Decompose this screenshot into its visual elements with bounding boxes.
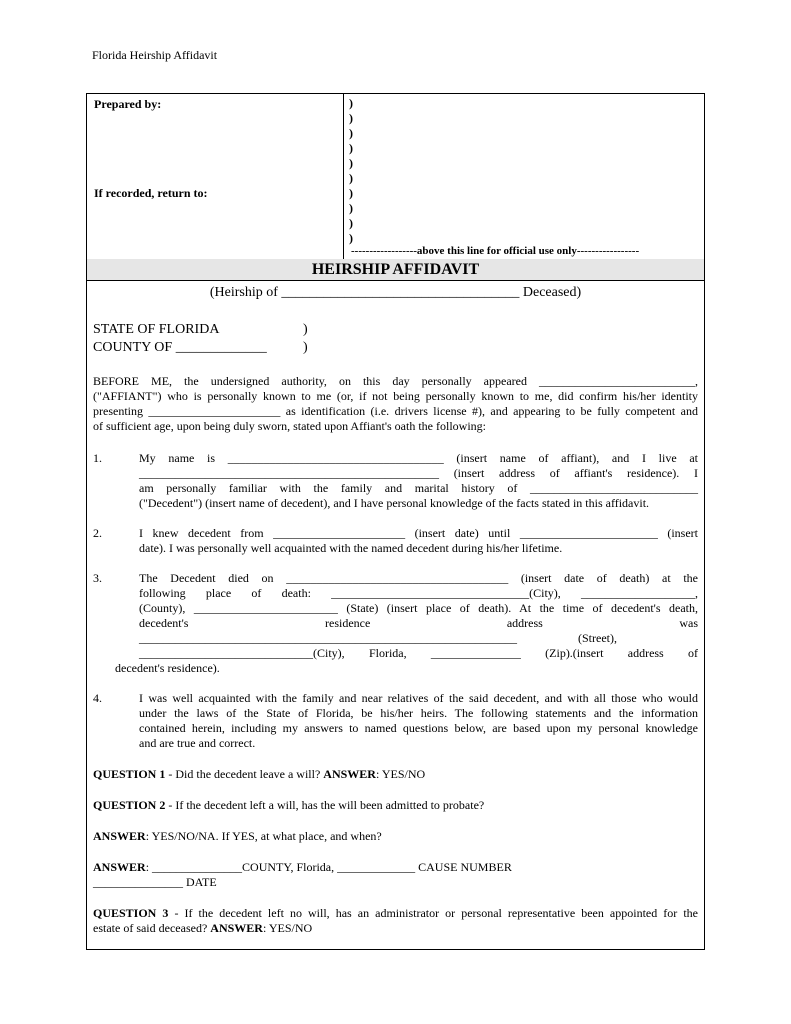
item-number: 4. (93, 691, 102, 705)
item-number: 1. (93, 451, 102, 465)
question-2 (93, 798, 484, 813)
question-label: QUESTION 3 (93, 906, 169, 920)
item-number: 2. (93, 526, 102, 540)
item-line: and are true and correct. (139, 736, 256, 750)
question-label: QUESTION 2 (93, 798, 166, 812)
item-line: _______________________________________________________________ (Street), (139, 631, 617, 645)
item-line: am personally familiar with the family and marital history of ____________________________ (139, 481, 698, 495)
answer-label: ANSWER (93, 860, 146, 874)
item-line: following place of death: _________________________________(City), ___________________, (139, 586, 698, 600)
question-text: - If the decedent left no will, has an administrator or personal representative been appointed for the (168, 906, 698, 920)
question-text: estate of said deceased? (93, 921, 211, 935)
county-label: COUNTY OF _____________ (93, 340, 267, 355)
recorded-return-label: If recorded, return to: (94, 186, 208, 200)
item-number: 3. (93, 571, 102, 585)
question-text: - If the decedent left a will, has the will been admitted to probate? (165, 798, 485, 812)
paren-mark: ) (349, 126, 353, 140)
item-line: decedent's residence address was (139, 616, 698, 630)
paren-mark: ) (349, 186, 353, 200)
before-me-line: BEFORE ME, the undersigned authority, on this day personally appeared __________________________, (93, 374, 698, 388)
item-line: I knew decedent from ______________________ (insert date) until _______________________ (insert (139, 526, 698, 540)
heirship-of-line: (Heirship of __________________________________ Deceased) (209, 285, 582, 300)
item-line: under the laws of the State of Florida, be his/her heirs. The following statements and the information (139, 706, 698, 720)
question-text: - Did the decedent leave a will? (165, 767, 324, 781)
paren-mark: ) (349, 156, 353, 170)
paren-mark: ) (349, 231, 353, 245)
paren-mark: ) (349, 216, 353, 230)
prepared-by-label: Prepared by: (94, 97, 162, 111)
venue-paren: ) (303, 340, 308, 355)
item-line: contained herein, including my answers to named questions below, are based upon my personal knowledge (139, 721, 698, 735)
answer-options: : YES/NO (375, 767, 426, 781)
vertical-divider (343, 94, 344, 259)
item-line: __________________________________________________ (insert address of affiant's residence). I (139, 466, 698, 480)
recording-info-box (87, 94, 704, 260)
paren-mark: ) (349, 96, 353, 110)
question-label: QUESTION 1 (93, 767, 166, 781)
answer-label: ANSWER (323, 767, 376, 781)
question-1 (93, 767, 425, 782)
affidavit-form-frame (86, 93, 705, 950)
before-me-line: presenting ______________________ as identification (i.e. drivers license #), and appearing to be fully competent and (93, 404, 698, 418)
answer-label: ANSWER (210, 921, 263, 935)
before-me-line: of sufficient age, upon being duly sworn, stated upon Affiant's oath the following: (93, 419, 486, 433)
venue-paren: ) (303, 322, 308, 337)
question-2-answer (93, 829, 382, 844)
paren-mark: ) (349, 201, 353, 215)
item-line: ("Decedent") (insert name of decedent), and I have personal knowledge of the facts stated in this affidavit. (139, 496, 650, 510)
item-line: I was well acquainted with the family and near relatives of the said decedent, and with all those who would (139, 691, 698, 705)
item-line: date). I was personally well acquainted with the named decedent during his/her lifetime. (139, 541, 563, 555)
answer-fields: : _______________COUNTY, Florida, _____________ CAUSE NUMBER (145, 860, 512, 874)
item-line: The Decedent died on _____________________________________ (insert date of death) at the (139, 571, 698, 585)
answer-options: : YES/NO/NA. If YES, at what place, and when? (145, 829, 382, 843)
item-line: _____________________________(City), Florida, _______________ (Zip).(insert address of (139, 646, 698, 660)
question-3 (93, 906, 698, 921)
before-me-line: ("AFFIANT") who is personally known to me (or, if not being personally known to me, did confirm his/her identity (93, 389, 698, 403)
answer-options: : YES/NO (262, 921, 313, 935)
paren-mark: ) (349, 111, 353, 125)
question-3-continued (93, 921, 312, 936)
item-line: My name is ____________________________________ (insert name of affiant), and I live at (139, 451, 698, 465)
form-title: HEIRSHIP AFFIDAVIT (87, 259, 704, 281)
county-cause-answer (93, 860, 512, 875)
state-label: STATE OF FLORIDA (93, 322, 220, 337)
document-header-title: Florida Heirship Affidavit (92, 48, 218, 62)
answer-label: ANSWER (93, 829, 146, 843)
date-answer: _______________ DATE (93, 875, 217, 889)
paren-mark: ) (349, 171, 353, 185)
official-use-line: ------------------above this line for official use only----------------- (351, 245, 640, 257)
paren-mark: ) (349, 141, 353, 155)
item-line: decedent's residence). (115, 661, 220, 675)
item-line: (County), ________________________ (State) (insert place of death). At the time of decedent's death, (139, 601, 698, 615)
